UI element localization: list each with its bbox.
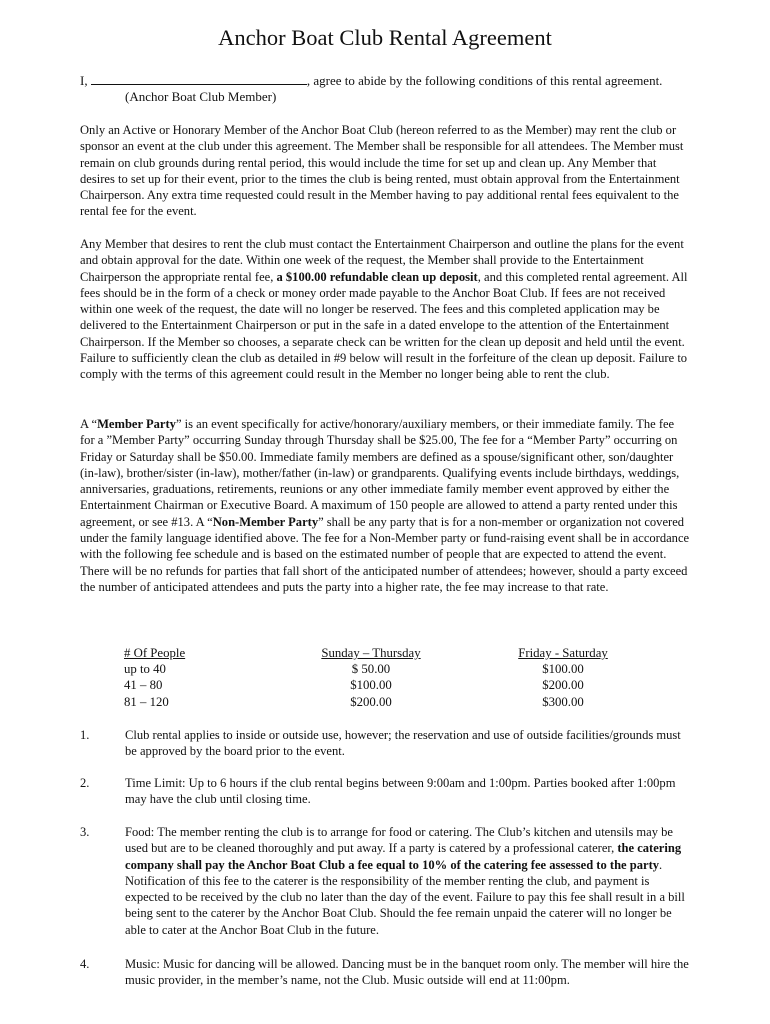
fee-cell: $ 50.00: [351, 662, 391, 677]
para3-text-a: A “: [80, 417, 98, 431]
rule-3-text-a: Food: The member renting the club is to arrange for food or catering. The Club’s kitchen and utensils may be used but are to be cleaned thoroughly and put away. If a party is catered by a professional caterer,: [125, 825, 673, 856]
member-signature-line: [80, 72, 700, 89]
fee-cell: 41 – 80: [124, 678, 163, 693]
rule-number: 3.: [80, 825, 90, 839]
para2-deposit-bold: a $100.00 refundable clean up deposit: [276, 269, 478, 284]
rule-text: Music: Music for dancing will be allowed. Dancing must be in the banquet room only. The member will hire the music provider, in the member’s name, not the Club. Music outside will end at 11:00pm.: [125, 957, 689, 988]
rule-text: Time Limit: Up to 6 hours if the club rental begins between 9:00am and 1:00pm. Parties booked after 1:00pm may have the club until closing time.: [125, 776, 676, 807]
fee-cell: $200.00: [542, 678, 584, 693]
paragraph-party-types: [80, 416, 690, 595]
fee-cell: 81 – 120: [124, 694, 169, 709]
para3-non-member-party-bold: Non-Member Party: [212, 514, 319, 529]
document-title: Anchor Boat Club Rental Agreement: [218, 25, 552, 50]
rule-3-text-b: . Notification of this fee to the caterer is the responsibility of the member renting the club, and payment is expected to be received by the club no later than the day of the event. Failure to pay this fee shall result in a bill being sent to the caterer by the Anchor Boat Club. Should the fee remain unpaid the caterer will no longer be able to cater at the Anchor Boat Club in the future.: [125, 857, 685, 937]
rule-3-catering-fee-bold: the catering company shall pay the Anchor Boat Club a fee equal to 10% of the catering fee assessed to the party: [125, 841, 682, 872]
paragraph-eligibility: Only an Active or Honorary Member of the Anchor Boat Club (hereon referred to as the Member) may rent the club or sponsor an event at the club under this agreement. The Member shall be responsible for all attendees. The Member must remain on club grounds during rental period, this would include the time for set up and clean up. Any Member that desires to set up for their event, prior to the times the club is being rented, must obtain approval from the Entertainment Chairperson. Any extra time requested could result in the Member having to pay additional rental fees equivalent to the rental fee for the event.: [80, 123, 684, 219]
fee-cell: $200.00: [350, 694, 392, 709]
rule-number: 2.: [80, 776, 90, 790]
fee-header-people: # Of People: [124, 646, 186, 660]
member-name-blank: [91, 72, 307, 85]
rule-text: [125, 824, 690, 938]
member-line-prefix: I,: [80, 73, 88, 88]
rule-number: 1.: [80, 728, 90, 742]
member-caption: (Anchor Boat Club Member): [125, 89, 277, 104]
fee-column-fri-sat: [504, 645, 622, 710]
rule-number: 4.: [80, 957, 90, 971]
member-line-suffix: , agree to abide by the following conditions of this rental agreement.: [306, 73, 663, 88]
fee-cell: $100.00: [542, 662, 584, 677]
para2-text-a: Any Member that desires to rent the club must contact the Entertainment Chairperson and outline the plans for the event and obtain approval for the date. Within one week of the request, the Member shall provide to the Entertainment Chairperson the appropriate rental fee,: [80, 237, 684, 284]
para2-text-b: , and this completed rental agreement. All fees should be in the form of a check or money order made payable to the Anchor Boat Club. If fees are not received within one week of the request, the date will no longer be reserved. The fees and this completed application may be delivered to the Entertainment Chairperson or put in the safe in a dated envelope to the attention of the Entertainment Chairperson. If the Member so chooses, a separate check can be written for the clean up deposit and held until the event. Failure to sufficiently clean the club as detailed in #9 below will result in the forfeiture of the clean up deposit. Failure to comply with the terms of this agreement could result in the Member no longer being able to rent the club.: [80, 269, 688, 382]
para3-text-b: ” is an event specifically for active/honorary/auxiliary members, or their immediate family. The fee for a ”Member Party” occurring Sunday through Thursday shall be $25.00, The fee for a “Member Party” occurring on Friday or Saturday shall be $50.00. Immediate family members are defined as a spouse/significant other, son/daughter (in-law), brother/sister (in-law), mother/father (in-law) or grandparents. Qualifying events include birthdays, weddings, anniversaries, graduations, retirements, reunions or any other immediate family member event approved by either the Entertainment Chairman or Executive Board. A maximum of 150 people are allowed to attend a party rented under this agreement, or see #13. A “: [80, 417, 680, 529]
fee-cell: $300.00: [542, 694, 584, 709]
fee-cell: $100.00: [350, 678, 392, 693]
fee-header-fri-sat: Friday - Saturday: [518, 646, 608, 660]
rule-text: Club rental applies to inside or outside use, however; the reservation and use of outside facilities/grounds must be approved by the board prior to the event.: [125, 728, 681, 759]
fee-column-people: [124, 645, 274, 710]
paragraph-rental-process: [80, 236, 690, 383]
fee-header-sun-thu: Sunday – Thursday: [321, 646, 421, 660]
para3-member-party-bold: Member Party: [97, 417, 176, 431]
para3-text-c: ” shall be any party that is for a non-member or organization not covered under the family language identified above. The fee for a Non-Member party or fund-raising event shall be in accordance with the following fee schedule and is based on the estimated number of people that are expected to attend the event. There will be no refunds for parties that fall short of the anticipated number of attendees; however, should a party exceed the number of anticipated attendees and puts the party into a higher rate, the fee may increase to that rate.: [80, 514, 690, 594]
fee-column-sun-thu: [312, 645, 430, 710]
fee-cell: up to 40: [124, 662, 166, 677]
